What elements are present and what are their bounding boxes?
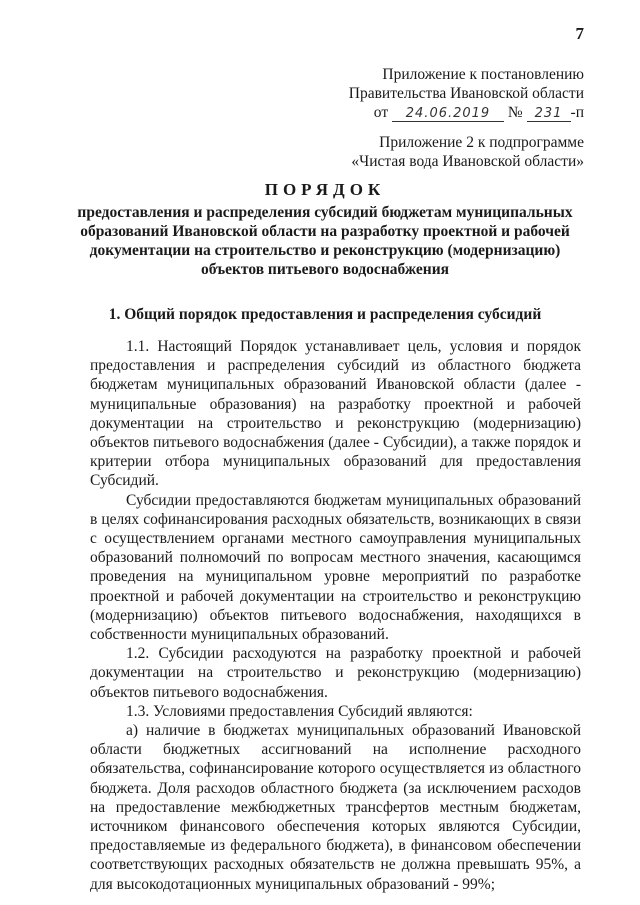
appendix-line-1: Приложение к постановлению: [382, 66, 584, 83]
paragraph-1-3: 1.3. Условиями предоставления Субсидий являются:: [126, 702, 473, 720]
handwritten-number: 231: [527, 106, 571, 122]
handwritten-date: 24.06.2019: [392, 106, 504, 122]
from-label: от: [373, 104, 389, 121]
page-number: 7: [575, 24, 584, 43]
appendix-line-2: Правительства Ивановской области: [348, 85, 584, 102]
document-title: ПОРЯДОК: [264, 180, 386, 199]
section-heading: 1. Общий порядок предоставления и распределения субсидий: [108, 306, 542, 323]
appendix-2-line-1: Приложение 2 к подпрограмме: [379, 134, 584, 151]
appendix-decree-reference: [349, 65, 584, 122]
appendix-subprogram-reference: [351, 133, 584, 171]
decree-date-number-line: [349, 103, 584, 122]
paragraph-condition-a: а) наличие в бюджетах муниципальных образований Ивановской области бюджетных ассигнований на исполнение расходного обязательства, софинансирование которого осуществляется из областного бюджета. Доля расходов областного бюджета (за исключением расходов на предоставление межбюджетных трансфертов местным бюджетам, источником финансового обеспечения которых являются Субсидии, предоставляемые из федерального бюджета), в финансовом обеспечении соответствующих расходных обязательств не должна превышать 95%, а для высокодотационных муниципальных образований - 99%;: [90, 722, 581, 893]
paragraph-1-2: 1.2. Субсидии расходуются на разработку проектной и рабочей документации на строительство и реконструкцию (модернизацию) объектов питьевого водоснабжения.: [90, 645, 581, 701]
paragraph-subsidies-purpose: Субсидии предоставляются бюджетам муниципальных образований в целях софинансирования расходных обязательств, возникающих в связи с осуществлением органами местного самоуправления муниципальных образований полномочий по вопросам местного значения, касающимся проведения на муниципальном уровне мероприятий по разработке проектной и рабочей документации на строительство и реконструкцию (модернизацию) объектов питьевого водоснабжения, находящихся в собственности муниципальных образований.: [90, 491, 581, 644]
body-text: [90, 337, 581, 894]
number-suffix: -п: [570, 104, 584, 121]
document-subtitle: предоставления и распределения субсидий бюджетам муниципальных образований Ивановской области на разработку проектной и рабочей документации на строительство и реконструкцию (модернизацию) объектов питьевого водоснабжения: [77, 204, 573, 278]
paragraph-1-1: 1.1. Настоящий Порядок устанавливает цель, условия и порядок предоставления и распределения субсидий из областного бюджета бюджетам муниципальных образований Ивановской области (далее - муниципальные образования) на разработку проектной и рабочей документации на строительство и реконструкцию (модернизацию) объектов питьевого водоснабжения (далее - Субсидии), а также порядок и критерии отбора муниципальных образований для предоставления Субсидий.: [90, 338, 581, 490]
number-label: №: [507, 104, 523, 121]
appendix-2-line-2: «Чистая вода Ивановской области»: [351, 153, 584, 170]
